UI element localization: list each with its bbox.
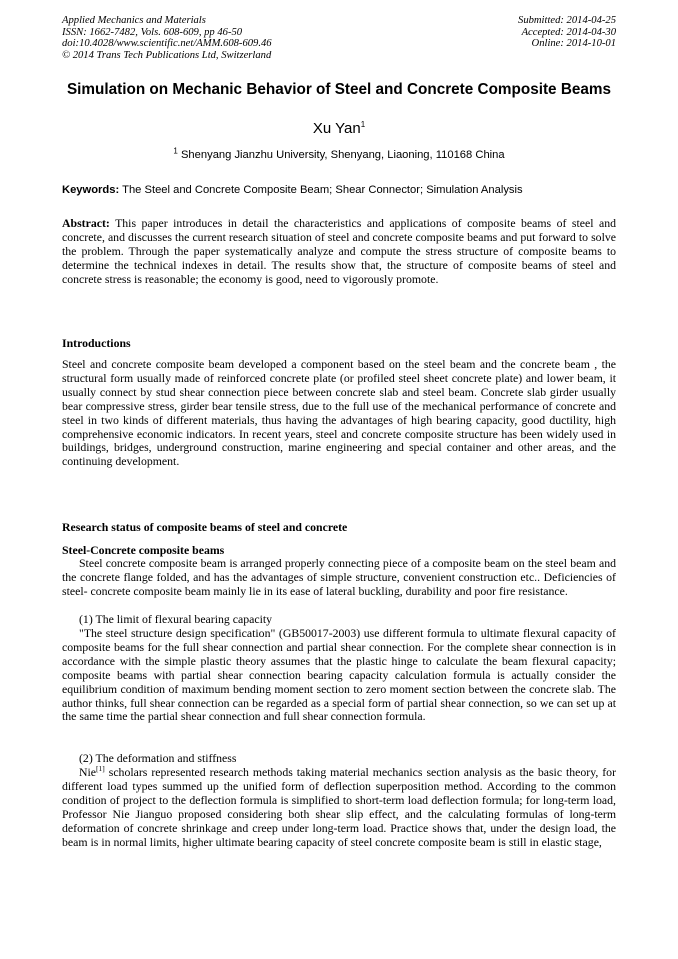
abstract-text: This paper introduces in detail the characteristics and applications of composite beams of steel and concrete, and discusses the current research situation of steel and concrete composite beams and put forward to solve the problem. Through the paper systematically analyze and compute the stress structure of composite beams to determine the technical indexes in detail. The results show that, the structure of composite beams of steel and concrete stress is reasonable; the economy is good, need to vigorously promote.	[62, 216, 616, 286]
online-date: Online: 2014-10-01	[531, 38, 616, 50]
author-affil-marker: 1	[360, 120, 366, 129]
dates-header	[518, 15, 616, 50]
section-heading-introductions: Introductions	[62, 336, 131, 350]
list-item-flexural: (1) The limit of flexural bearing capacity	[79, 612, 273, 626]
doi: doi:10.4028/www.scientific.net/AMM.608-609.46	[62, 38, 272, 50]
list-item-deformation: (2) The deformation and stiffness	[79, 751, 237, 765]
section-heading-research-status: Research status of composite beams of steel and concrete	[62, 520, 348, 534]
abstract	[62, 217, 616, 287]
affil-text: Shenyang Jianzhu University, Shenyang, Liaoning, 110168 China	[177, 149, 505, 161]
research-paragraph-1: Steel concrete composite beam is arranged properly connecting piece of a composite beam on the steel beam and the concrete flange folded, and has the advantages of simple structure, convenient construction etc.. Deficiencies of steel- concrete composite beam mainly lie in its ease of lateral buckling, durability and poor fire resistance.	[62, 556, 616, 598]
paper-title: Simulation on Mechanic Behavior of Steel and Concrete Composite Beams	[66, 81, 611, 98]
author	[62, 120, 616, 138]
abstract-label: Abstract:	[62, 216, 110, 230]
keywords	[62, 183, 622, 197]
para3-lead: Nie	[79, 765, 97, 779]
keywords-label: Keywords:	[62, 184, 120, 196]
issn: ISSN: 1662-7482, Vols. 608-609, pp 46-50	[62, 26, 243, 38]
journal-name: Applied Mechanics and Materials	[62, 15, 206, 26]
accepted-date: Accepted: 2014-04-30	[521, 26, 616, 38]
affiliation	[62, 148, 616, 162]
research-paragraph-3	[62, 766, 616, 849]
keywords-text: The Steel and Concrete Composite Beam; Shear Connector; Simulation Analysis	[119, 184, 523, 196]
research-paragraph-2: "The steel structure design specification" (GB50017-2003) use different formula to ultimate flexural capacity of composite beams for the full shear connection and partial shear connection. For the complete shear connection is in accordance with the simple plastic theory assumes that the plastic hinge to calculate the beam flexural capacity; composite beams with partial shear connection bearing capacity calculation formula is actually consider the equilibrium condition of maximum bending moment section to zero moment section between the concrete slab. The author thinks, full shear connection can be regarded as a special form of partial shear connection, so we can set up at the same time the partial shear connection and full shear connection formula.	[62, 626, 616, 724]
para3-text: scholars represented research methods taking material mechanics section analysis as the basic theory, for different load types summed up the unified form of deflection superposition method. According to the common condition of project to the deflection formula is simplified to short-term load deflection formula; for long-term load, Professor Nie Jianguo proposed considering both shear slip effect, and the calculating formulas of long-term deformation of concrete shrinkage and creep under long-term load. Practice shows that, under the design load, the beam is in normal limits, higher ultimate bearing capacity of steel concrete composite beam is still in elastic stage,	[62, 765, 616, 849]
copyright: © 2014 Trans Tech Publications Ltd, Switzerland	[62, 49, 272, 61]
subsection-heading: Steel-Concrete composite beams	[62, 543, 225, 557]
author-name: Xu Yan	[312, 120, 361, 137]
introductions-paragraph: Steel and concrete composite beam developed a component based on the steel beam and the concrete beam , the structural form usually made of reinforced concrete plate (or profiled steel sheet concrete plate) and lower beam, it usually connect by stud shear connection piece between concrete slab and steel beam. Concrete slab girder usually bear compressive stress, girder bear tensile stress, due to the full use of the mechanical performance of concrete and steel in two kinds of different materials, thus having the advantages of high bearing capacity, good ductility, high comprehensive economic indicators. In recent years, steel and concrete composite structure has been widely used in buildings, bridges, underground construction, marine engineering and special container and other areas, and the continuing development.	[62, 357, 616, 469]
affil-marker: 1	[173, 146, 178, 156]
submitted-date: Submitted: 2014-04-25	[518, 15, 616, 26]
citation-ref-1[interactable]: [1]	[96, 764, 105, 774]
journal-header	[62, 15, 272, 61]
